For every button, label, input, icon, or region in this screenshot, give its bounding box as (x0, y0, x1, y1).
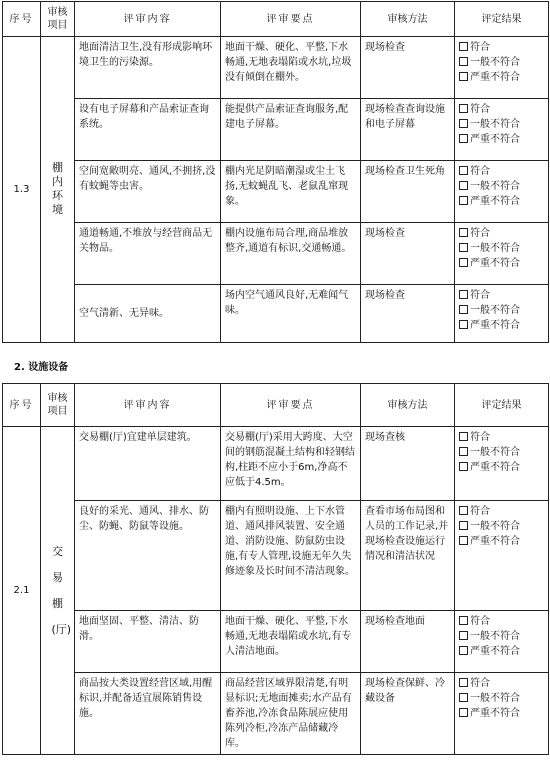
method-cell: 现场检查 (361, 223, 455, 285)
section-item: 棚内环境 (41, 37, 75, 343)
checkbox-icon[interactable] (459, 258, 468, 267)
table-row (3, 161, 549, 223)
result-option: 一般不符合 (459, 179, 544, 194)
header-item: 审核项目 (41, 384, 75, 427)
result-option: 一般不符合 (459, 691, 544, 706)
header-method: 审核方法 (361, 2, 455, 37)
result-option: 一般不符合 (459, 303, 544, 318)
result-option: 符合 (459, 288, 544, 303)
content-cell: 通道畅通,不堆放与经营商品无关物品。 (75, 223, 221, 285)
result-option: 符合 (459, 504, 544, 519)
header-seq: 序号 (3, 384, 41, 427)
table-row (3, 223, 549, 285)
method-cell: 现场检查 (361, 37, 455, 99)
section-title: 2. 设施设备 (14, 362, 69, 373)
method-cell: 现场检查保鲜、冷藏设备 (361, 673, 455, 755)
content-cell: 地面坚固、平整、清洁、防滑。 (75, 611, 221, 673)
table-row (3, 501, 549, 611)
result-option: 符合 (459, 102, 544, 117)
checkbox-icon[interactable] (459, 693, 468, 702)
result-option: 符合 (459, 226, 544, 241)
result-cell (455, 37, 549, 99)
content-cell: 空气清新、无异味。 (75, 285, 221, 343)
checkbox-icon[interactable] (459, 228, 468, 237)
review-table-2 (2, 383, 549, 755)
points-cell: 场内空气通风良好,无难闻气味。 (221, 285, 361, 343)
result-cell (455, 285, 549, 343)
method-cell: 现场检查卫生死角 (361, 161, 455, 223)
result-cell (455, 161, 549, 223)
content-cell: 良好的采光、通风、排水、防尘、防蝇、防鼠等设施。 (75, 501, 221, 611)
points-cell: 棚内设施布局合理,商品堆放整齐,通道有标识,交通畅通。 (221, 223, 361, 285)
result-option: 严重不符合 (459, 256, 544, 271)
result-cell (455, 99, 549, 161)
result-option: 严重不符合 (459, 644, 544, 659)
checkbox-icon[interactable] (459, 305, 468, 314)
checkbox-icon[interactable] (459, 181, 468, 190)
result-option: 一般不符合 (459, 519, 544, 534)
points-cell: 商品经营区域界限清楚,有明显标识;无地面摊卖;水产品有畜养池,冷冻食品陈展应使用陈列冷柜,冷冻产品储藏冷库。 (221, 673, 361, 755)
result-option: 一般不符合 (459, 241, 544, 256)
checkbox-icon[interactable] (459, 42, 468, 51)
result-option: 一般不符合 (459, 55, 544, 70)
points-cell: 能提供产品索证查询服务,配建电子屏幕。 (221, 99, 361, 161)
checkbox-icon[interactable] (459, 134, 468, 143)
header-points: 评审要点 (221, 2, 361, 37)
result-option: 一般不符合 (459, 445, 544, 460)
result-option: 严重不符合 (459, 460, 544, 475)
result-option: 一般不符合 (459, 629, 544, 644)
header-points: 评审要点 (221, 384, 361, 427)
result-option: 严重不符合 (459, 534, 544, 549)
checkbox-icon[interactable] (459, 119, 468, 128)
checkbox-icon[interactable] (459, 196, 468, 205)
checkbox-icon[interactable] (459, 432, 468, 441)
header-content: 评审内容 (75, 384, 221, 427)
checkbox-icon[interactable] (459, 631, 468, 640)
result-option: 严重不符合 (459, 706, 544, 721)
header-result: 评定结果 (455, 2, 549, 37)
checkbox-icon[interactable] (459, 506, 468, 515)
header-result: 评定结果 (455, 384, 549, 427)
checkbox-icon[interactable] (459, 646, 468, 655)
points-cell: 棚内有照明设施、上下水管道、通风排风装置、安全通道、消防设施、防鼠防虫设施,有专人管理,设施无年久失修迹象及长时间不清洁现象。 (221, 501, 361, 611)
result-option: 符合 (459, 676, 544, 691)
method-cell: 现场查核 (361, 427, 455, 501)
result-cell (455, 673, 549, 755)
result-option: 符合 (459, 40, 544, 55)
checkbox-icon[interactable] (459, 243, 468, 252)
checkbox-icon[interactable] (459, 104, 468, 113)
checkbox-icon[interactable] (459, 72, 468, 81)
points-cell: 地面干燥、硬化、平整,下水畅通,无地表塌陷或水坑,垃圾没有倾倒在棚外。 (221, 37, 361, 99)
method-cell: 现场检查 (361, 285, 455, 343)
header-content: 评审内容 (75, 2, 221, 37)
table-row (3, 427, 549, 501)
header-method: 审核方法 (361, 384, 455, 427)
content-cell: 交易棚(厅)宜建单层建筑。 (75, 427, 221, 501)
result-option: 严重不符合 (459, 132, 544, 147)
section-number: 2.1 (3, 427, 41, 755)
result-option: 符合 (459, 164, 544, 179)
result-cell (455, 223, 549, 285)
points-cell: 棚内光足阴暗潮湿或尘土飞扬,无蚊蝇乱飞、老鼠乱窜现象。 (221, 161, 361, 223)
result-cell (455, 501, 549, 611)
content-cell: 地面清洁卫生,没有形成影响环境卫生的污染源。 (75, 37, 221, 99)
content-cell: 空间宽敞明亮、通风,不拥挤,没有蚊蝇等虫害。 (75, 161, 221, 223)
result-option: 严重不符合 (459, 194, 544, 209)
table-row (3, 673, 549, 755)
result-option: 严重不符合 (459, 318, 544, 333)
table-row (3, 285, 549, 343)
result-option: 符合 (459, 430, 544, 445)
result-option: 一般不符合 (459, 117, 544, 132)
result-option: 符合 (459, 614, 544, 629)
result-cell (455, 427, 549, 501)
table-row (3, 611, 549, 673)
points-cell: 地面干燥、硬化、平整,下水畅通,无地表塌陷或水坑,有专人清洁地面。 (221, 611, 361, 673)
review-table-1 (2, 1, 549, 343)
section-number: 1.3 (3, 37, 41, 343)
header-item: 审核项目 (41, 2, 75, 37)
checkbox-icon[interactable] (459, 447, 468, 456)
method-cell: 现场检查地面 (361, 611, 455, 673)
points-cell: 交易棚(厅)采用大跨度、大空间的钢筋混凝土结构和轻钢结构,柱距不应小于6m,净高不应低于4.5m。 (221, 427, 361, 501)
header-seq: 序号 (3, 2, 41, 37)
checkbox-icon[interactable] (459, 708, 468, 717)
checkbox-icon[interactable] (459, 290, 468, 299)
checkbox-icon[interactable] (459, 521, 468, 530)
content-cell: 设有电子屏幕和产品索证查询系统。 (75, 99, 221, 161)
checkbox-icon[interactable] (459, 616, 468, 625)
checkbox-icon[interactable] (459, 536, 468, 545)
table1-header-row (3, 2, 549, 37)
content-cell: 商品按大类设置经营区域,用醒标识,并配备适宜展陈销售设施。 (75, 673, 221, 755)
result-cell (455, 611, 549, 673)
section-item: 交易棚(厅) (41, 427, 75, 755)
checkbox-icon[interactable] (459, 320, 468, 329)
checkbox-icon[interactable] (459, 678, 468, 687)
table-row (3, 99, 549, 161)
checkbox-icon[interactable] (459, 57, 468, 66)
table-row (3, 37, 549, 99)
table2-header-row (3, 384, 549, 427)
checkbox-icon[interactable] (459, 166, 468, 175)
checkbox-icon[interactable] (459, 462, 468, 471)
method-cell: 查看市场布局图和人员的工作记录,并现场检查设施运行情况和清洁状况 (361, 501, 455, 611)
result-option: 严重不符合 (459, 70, 544, 85)
method-cell: 现场检查查询设施和电子屏幕 (361, 99, 455, 161)
